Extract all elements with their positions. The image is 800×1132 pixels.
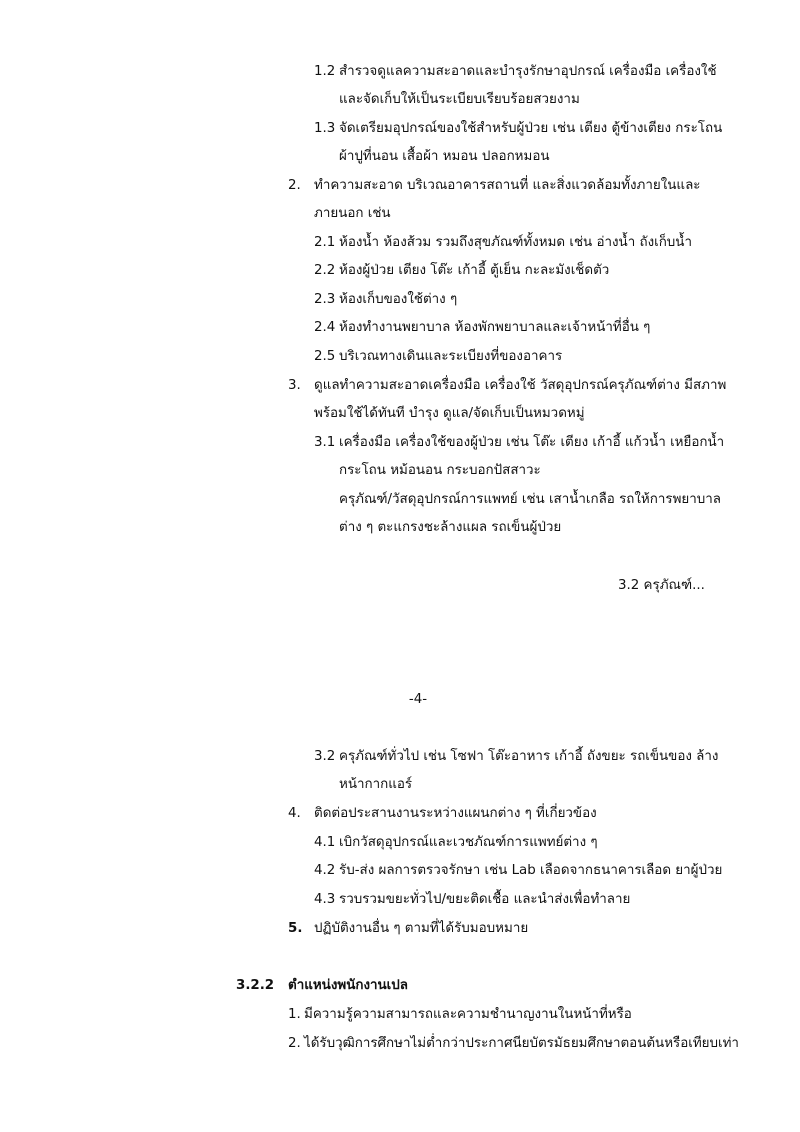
item-2-4-text: ห้องทำงานพยาบาล ห้องพักพยาบาลและเจ้าหน้าที่อื่น ๆ — [339, 320, 651, 335]
item-2-3-number: 2.3 — [314, 292, 336, 307]
section-2-line-2: ภายนอก เช่น — [314, 206, 391, 221]
qualification-2-number: 2. — [288, 1036, 301, 1051]
item-2-1-number: 2.1 — [314, 235, 336, 250]
item-4-1-number: 4.1 — [314, 835, 336, 850]
item-2-5-number: 2.5 — [314, 349, 336, 364]
heading-text: ตำแหน่งพนักงานเปล — [288, 978, 408, 993]
item-3-2-number: 3.2 — [314, 749, 336, 764]
qualification-2-text: ได้รับวุฒิการศึกษาไม่ต่ำกว่าประกาศนียบัตรมัธยมศึกษาตอนต้นหรือเทียบเท่า — [304, 1036, 739, 1051]
item-4-2-text: รับ-ส่ง ผลการตรวจรักษา เช่น Lab เลือดจากธนาคารเลือด ยาผู้ป่วย — [339, 863, 723, 878]
section-3-line-2: พร้อมใช้ได้ทันที บำรุง ดูแล/จัดเก็บเป็นหมวดหมู่ — [314, 406, 585, 421]
page-number: -4- — [408, 692, 428, 707]
item-1-2-number: 1.2 — [314, 64, 336, 79]
section-3-number: 3. — [288, 378, 301, 393]
section-4-number: 4. — [288, 806, 301, 821]
item-2-3-text: ห้องเก็บของใช้ต่าง ๆ — [339, 292, 458, 307]
heading-number: 3.2.2 — [236, 978, 275, 993]
qualification-1-number: 1. — [288, 1007, 301, 1022]
item-1-3-number: 1.3 — [314, 121, 336, 136]
item-4-2-number: 4.2 — [314, 863, 336, 878]
item-1-2-line-1: สำรวจดูแลความสะอาดและบำรุงรักษาอุปกรณ์ เครื่องมือ เครื่องใช้ — [339, 64, 717, 79]
item-1-3-line-2: ผ้าปูที่นอน เสื้อผ้า หมอน ปลอกหมอน — [339, 149, 550, 164]
section-5-text: ปฏิบัติงานอื่น ๆ ตามที่ได้รับมอบหมาย — [314, 921, 529, 936]
item-2-1-text: ห้องน้ำ ห้องส้วม รวมถึงสุขภัณฑ์ทั้งหมด เช่น อ่างน้ำ ถังเก็บน้ำ — [339, 235, 692, 250]
item-3-1-line-4: ต่าง ๆ ตะแกรงชะล้างแผล รถเข็นผู้ป่วย — [339, 520, 562, 535]
section-5-number: 5. — [288, 921, 303, 936]
item-2-2-text: ห้องผู้ป่วย เตียง โต๊ะ เก้าอี้ ตู้เย็น กะละมังเช็ดตัว — [339, 263, 610, 278]
item-3-1-line-1: เครื่องมือ เครื่องใช้ของผู้ป่วย เช่น โต๊ะ เตียง เก้าอี้ แก้วน้ำ เหยือกน้ำ — [339, 435, 725, 450]
item-4-3-number: 4.3 — [314, 892, 336, 907]
item-3-1-number: 3.1 — [314, 435, 336, 450]
item-2-4-number: 2.4 — [314, 320, 336, 335]
continuation-note: 3.2 ครุภัณฑ์... — [618, 578, 705, 593]
item-2-5-text: บริเวณทางเดินและระเบียงที่ของอาคาร — [339, 349, 563, 364]
item-3-1-line-3: ครุภัณฑ์/วัสดุอุปกรณ์การแพทย์ เช่น เสาน้ำเกลือ รถให้การพยาบาล — [339, 492, 721, 507]
item-4-1-text: เบิกวัสดุอุปกรณ์และเวชภัณฑ์การแพทย์ต่าง ๆ — [339, 835, 598, 850]
qualification-1-text: มีความรู้ความสามารถและความชำนาญงานในหน้าที่หรือ — [304, 1007, 632, 1022]
item-4-3-text: รวบรวมขยะทั่วไป/ขยะติดเชื้อ และนำส่งเพื่อทำลาย — [339, 892, 631, 907]
section-4-text: ติดต่อประสานงานระหว่างแผนกต่าง ๆ ที่เกี่ยวข้อง — [314, 806, 597, 821]
item-1-3-line-1: จัดเตรียมอุปกรณ์ของใช้สำหรับผู้ป่วย เช่น เตียง ตู้ข้างเตียง กระโถน — [339, 121, 723, 136]
item-3-2-line-1: ครุภัณฑ์ทั่วไป เช่น โซฟา โต๊ะอาหาร เก้าอี้ ถังขยะ รถเข็นของ ล้าง — [339, 749, 719, 764]
section-2-line-1: ทำความสะอาด บริเวณอาคารสถานที่ และสิ่งแวดล้อมทั้งภายในและ — [314, 178, 701, 193]
item-1-2-line-2: และจัดเก็บให้เป็นระเบียบเรียบร้อยสวยงาม — [339, 92, 580, 107]
item-3-1-line-2: กระโถน หม้อนอน กระบอกปัสสาวะ — [339, 463, 541, 478]
section-2-number: 2. — [288, 178, 301, 193]
section-3-line-1: ดูแลทำความสะอาดเครื่องมือ เครื่องใช้ วัสดุอุปกรณ์ครุภัณฑ์ต่าง มีสภาพ — [314, 378, 727, 393]
item-2-2-number: 2.2 — [314, 263, 336, 278]
item-3-2-line-2: หน้ากากแอร์ — [339, 777, 413, 792]
